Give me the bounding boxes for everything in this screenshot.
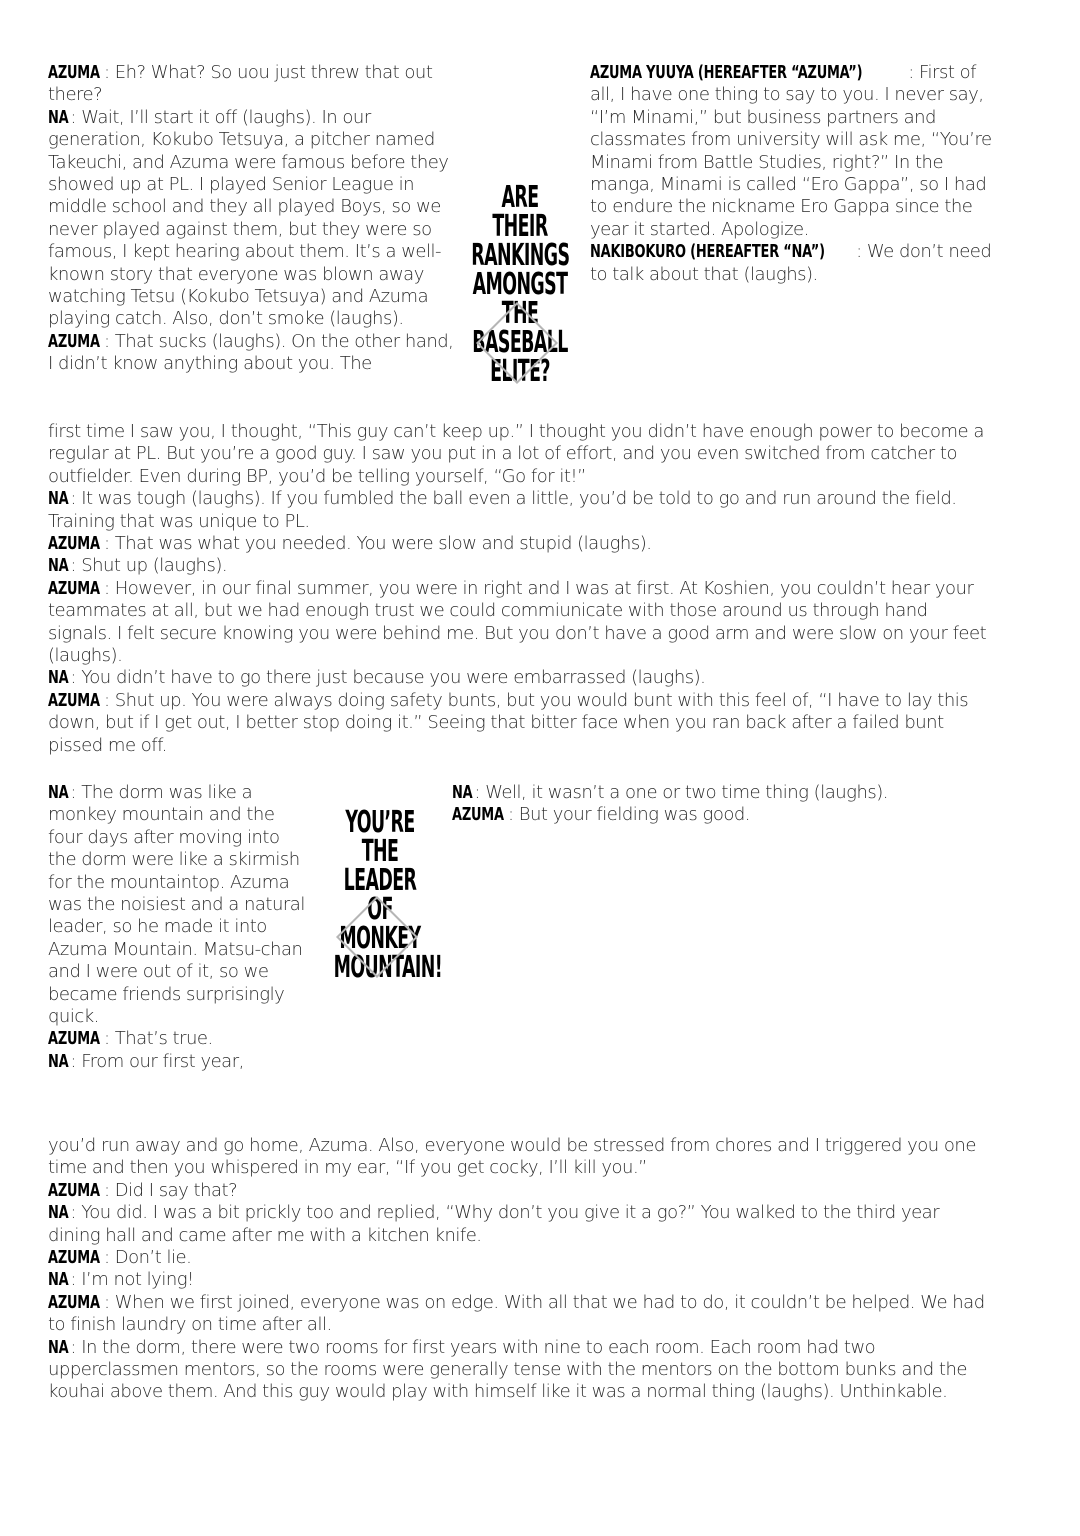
- speaker-label: NAKIBOKURO (HEREAFTER “NA”): [590, 241, 825, 263]
- dialogue-text: : However, in our final summer, you were in right and I was at first. At Koshien, you couldn’t hear your teammates at all, but we had enough trust we could commiunicate with those around us through hand signals. I felt secure knowing you were behind me. But you don’t have a good arm and were slow on your feet (laughs).: [48, 577, 987, 667]
- dialogue-text: : Eh? What? So uou just threw that out there?: [48, 62, 433, 106]
- dialogue-line: [48, 488, 996, 533]
- dialogue-text: : That sucks (laughs). On the other hand, I didn’t know anything about you. The: [48, 330, 454, 375]
- text-block-dorm-left: [48, 782, 310, 1073]
- dialogue-text: : Did I say that?: [103, 1179, 238, 1201]
- speaker-label: NA: [48, 782, 69, 803]
- dialogue-text: first time I saw you, I thought, “This guy can’t keep up.” I thought you didn’t have enough power to become a regular at PL. But you’re a good guy. I saw you put in a lot of effort, and you even switched from catcher to outfielder. Even during BP, you’d be telling yourself, “Go for it!”: [48, 421, 984, 487]
- speaker-label: AZUMA: [48, 1179, 100, 1201]
- dialogue-line: [590, 241, 1005, 286]
- speaker-label: NA: [48, 1336, 69, 1358]
- speaker-label: AZUMA: [48, 577, 100, 599]
- speaker-label: AZUMA: [48, 1028, 100, 1050]
- dialogue-text: : It was tough (laughs). If you fumbled the ball even a little, you’d be told to go and run around the field. Training that was unique to PL.: [48, 488, 957, 532]
- dialogue-text: : Well, it wasn’t a one or two time thing (laughs).: [474, 782, 888, 803]
- dialogue-text: : But your fielding was good.: [507, 804, 751, 826]
- dialogue-line: [48, 578, 996, 668]
- dialogue-line: [48, 782, 310, 1028]
- dialogue-text: : From our first year,: [70, 1050, 244, 1072]
- heading-line: YOU’RE THE: [345, 805, 415, 869]
- dialogue-text: : Shut up (laughs).: [70, 555, 228, 577]
- speaker-label: AZUMA YUUYA (HEREAFTER “AZUMA”): [590, 62, 863, 83]
- dialogue-line: [48, 555, 996, 577]
- text-block-top-left: [48, 62, 458, 376]
- heading-line: AMONGST: [472, 267, 568, 302]
- heading-line: RANKINGS: [471, 238, 570, 273]
- dialogue-line: [48, 1337, 996, 1404]
- heading-line: ELITE?: [490, 354, 550, 389]
- dialogue-text: : We don’t need to talk about that (laughs).: [590, 241, 992, 285]
- dialogue-line: [48, 1028, 310, 1050]
- dialogue-line: [48, 533, 996, 555]
- speaker-label: AZUMA: [452, 804, 504, 826]
- text-block-top-right: [590, 62, 1005, 286]
- dialogue-text: : That was what you needed. You were slow and stupid (laughs).: [103, 533, 652, 555]
- dialogue-line: [48, 690, 996, 757]
- speaker-label: NA: [48, 106, 69, 128]
- dialogue-line: [48, 1292, 996, 1337]
- dialogue-line: [48, 62, 458, 107]
- heading-line: MOUNTAIN!: [333, 950, 443, 985]
- speaker-label: NA: [48, 1050, 69, 1072]
- dialogue-text: : I’m not lying!: [70, 1269, 194, 1291]
- dialogue-text: : Don’t lie.: [103, 1247, 192, 1269]
- speaker-label: AZUMA: [48, 330, 100, 352]
- dialogue-line: [48, 331, 458, 376]
- dialogue-line: [452, 804, 1012, 826]
- text-block-dorm-right: [452, 782, 1012, 827]
- dialogue-text: : The dorm was like a monkey mountain and the four days after moving into the dorm were like a skirmish for the mountaintop. Azuma was the noisiest and a natural leader, so he made it into Azuma Mountain. Matsu-chan and I were out of it, so we became friends surprisingly quick.: [48, 782, 305, 1028]
- dialogue-line: [452, 782, 1012, 804]
- dialogue-line: [48, 1051, 310, 1073]
- speaker-label: NA: [48, 488, 69, 510]
- heading-line: ARE THEIR: [492, 180, 548, 244]
- dialogue-line: [590, 62, 1005, 241]
- speaker-label: NA: [452, 782, 473, 803]
- dialogue-text: you’d run away and go home, Azuma. Also, everyone would be stressed from chores and I triggered you one time and then you whispered in my ear, “If you get cocky, I’ll kill you.”: [48, 1135, 976, 1179]
- speaker-label: AZUMA: [48, 1291, 100, 1313]
- dialogue-text: : Wait, I’ll start it off (laughs). In our generation, Kokubo Tetsuya, a pitcher named Takeuchi, and Azuma were famous before they showed up at PL. I played Senior League in middle school and they all played Boys, so we never played against them, but they were so famous, I kept hearing about them. It’s a well-known story that everyone was blown away watching Tetsu (Kokubo Tetsuya) and Azuma playing catch. Also, don’t smoke (laughs).: [48, 106, 449, 330]
- dialogue-text: : When we first joined, everyone was on edge. With all that we had to do, it couldn’t be helped. We had to finish laundry on time after all.: [48, 1291, 985, 1336]
- speaker-label: AZUMA: [48, 1247, 100, 1269]
- dialogue-line: [48, 107, 458, 331]
- dialogue-text: : You did. I was a bit prickly too and replied, “Why don’t you give it a go?” You walked to the third year dining hall and came after me with a kitchen knife.: [48, 1202, 940, 1246]
- text-block-middle: [48, 421, 996, 757]
- dialogue-text: : First of all, I have one thing to say to you. I never say, “I’m Minami,” but business partners and classmates from university will ask me, “You’re Minami from Battle Studies, right?” In the manga, Minami is called “Ero Gappa”, so I had to endure the nickname Ero Gappa since the year it started. Apologize.: [590, 62, 992, 240]
- speaker-label: AZUMA: [48, 62, 100, 83]
- dialogue-text: : In the dorm, there were two rooms for first years with nine to each room. Each room had two upperclassmen mentors, so the rooms were generally tense with the mentors on the bottom bunks and the kouhai above them. And this guy would play with himself like it was a normal thing (laughs). Unthinkable.: [48, 1336, 967, 1403]
- dialogue-line: [48, 421, 996, 488]
- dialogue-line: [48, 1135, 996, 1180]
- speaker-label: NA: [48, 555, 69, 577]
- dialogue-text: : Shut up. You were always doing safety bunts, but you would bunt with this feel of, “I have to lay this down, but if I get out, I better stop doing it.” Seeing that bitter face when you ran back after a failed bunt pissed me off.: [48, 689, 969, 756]
- dialogue-line: [48, 1269, 996, 1291]
- speaker-label: NA: [48, 1202, 69, 1224]
- dialogue-text: : You didn’t have to go there just because you were embarrassed (laughs).: [70, 667, 706, 689]
- dialogue-line: [48, 1247, 996, 1269]
- dialogue-line: [48, 667, 996, 689]
- heading-line: THE BASEBALL: [472, 296, 568, 360]
- text-block-bottom: [48, 1135, 996, 1404]
- dialogue-text: : That’s true.: [103, 1028, 213, 1050]
- heading-line: LEADER OF: [343, 863, 417, 927]
- dialogue-line: [48, 1180, 996, 1202]
- speaker-label: NA: [48, 1269, 69, 1291]
- speaker-label: AZUMA: [48, 689, 100, 711]
- speaker-label: NA: [48, 667, 69, 689]
- speaker-label: AZUMA: [48, 533, 100, 555]
- heading-line: MONKEY: [339, 921, 421, 956]
- dialogue-line: [48, 1202, 996, 1247]
